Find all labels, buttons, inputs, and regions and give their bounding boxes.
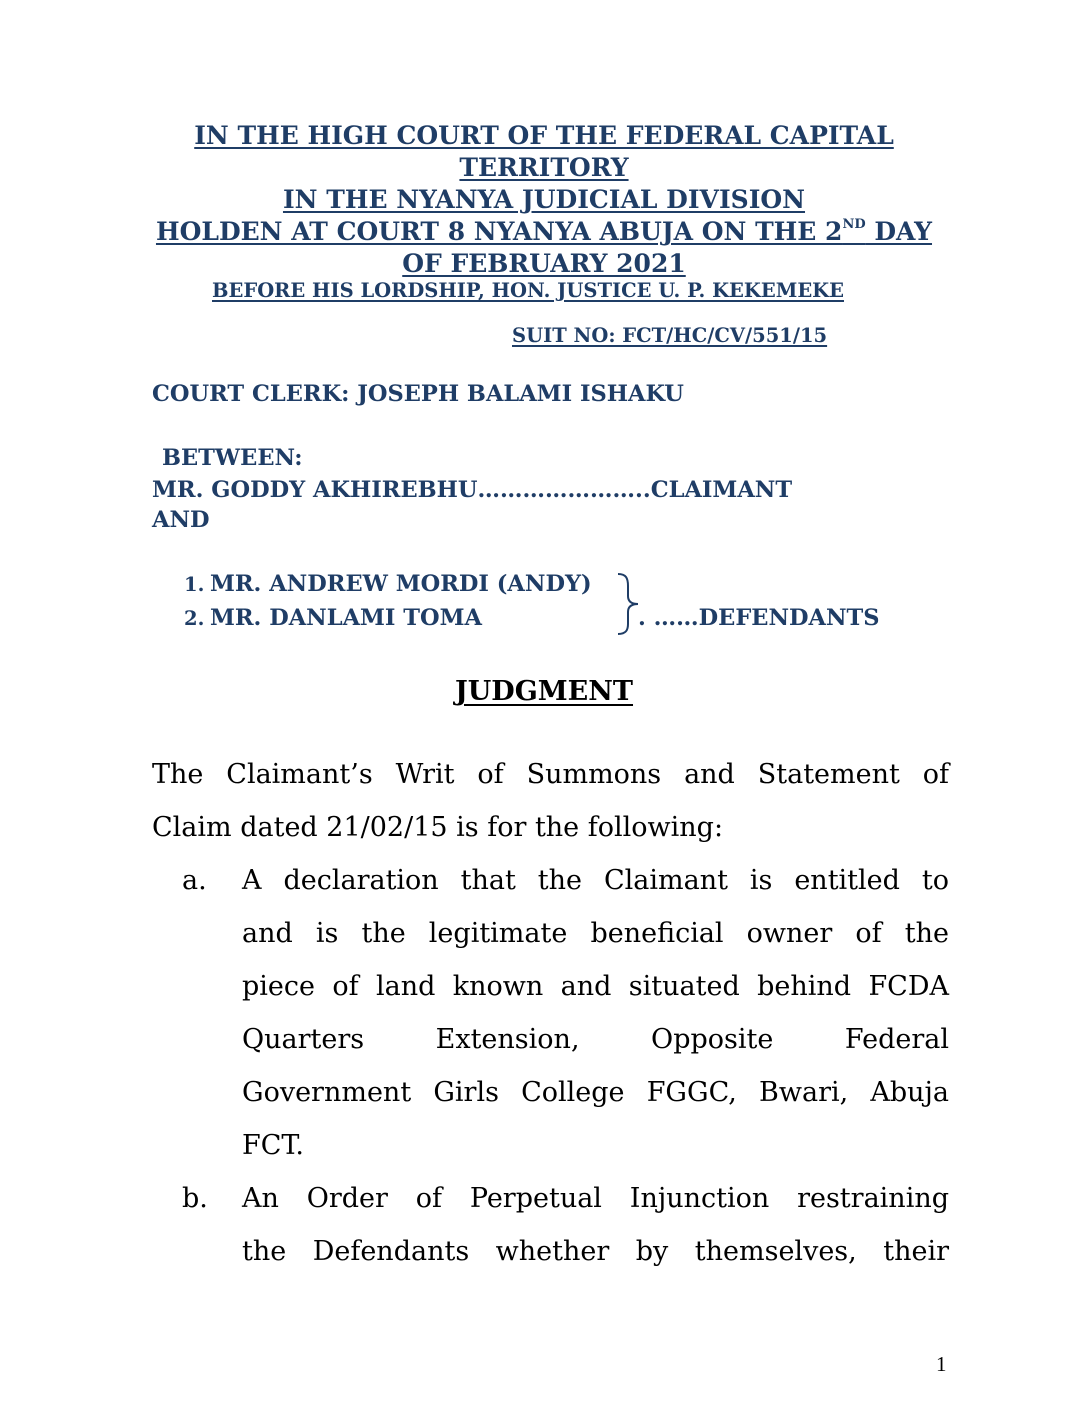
defendants-label: . ……DEFENDANTS [638, 605, 880, 631]
intro-line: The Claimant’s Writ of Summons and Statement of [152, 759, 949, 790]
suit-number: SUIT NO: FCT/HC/CV/551/15 [512, 324, 828, 347]
judicial-division: IN THE NYANYA JUDICIAL DIVISION [282, 185, 806, 214]
defendant-name: MR. DANLAMI TOMA [209, 605, 482, 631]
defendant-number: 1. [184, 573, 205, 596]
list-item-line: An Order of Perpetual Injunction restraining [242, 1183, 949, 1214]
intro-line: Claim dated 21/02/15 is for the following: [152, 812, 724, 843]
page-number: 1 [936, 1352, 947, 1376]
court-clerk: COURT CLERK: JOSEPH BALAMI ISHAKU [152, 381, 684, 407]
list-item-line: A declaration that the Claimant is entitled to [242, 865, 949, 896]
between-label: BETWEEN: [162, 445, 303, 471]
list-item-marker: b. [182, 1183, 208, 1214]
defendant-row [184, 571, 592, 597]
list-item-marker: a. [182, 865, 207, 896]
list-item-line: piece of land known and situated behind FCDA [242, 971, 949, 1002]
judgment-title: JUDGMENT [454, 676, 634, 707]
list-item-line: the Defendants whether by themselves, their [242, 1236, 949, 1267]
and-label: AND [152, 507, 210, 533]
holden-at-text: HOLDEN AT COURT 8 NYANYA ABUJA ON THE 2 [155, 217, 843, 246]
list-item-line: Quarters Extension, Opposite Federal [242, 1024, 949, 1055]
hearing-date: OF FEBRUARY 2021 [402, 249, 686, 278]
list-item-line: Government Girls College FGGC, Bwari, Abuja [242, 1077, 949, 1108]
court-name-line-2: TERRITORY [459, 153, 629, 182]
list-item-line: FCT. [242, 1130, 305, 1161]
defendant-number: 2. [184, 607, 205, 630]
list-item-line: and is the legitimate beneficial owner of the [242, 918, 949, 949]
holden-at-superscript: ND [842, 217, 866, 232]
holden-at-tail: DAY [865, 217, 933, 246]
claimant-line: MR. GODDY AKHIREBHU…………………..CLAIMANT [152, 477, 793, 503]
defendant-row [184, 605, 482, 631]
defendant-name: MR. ANDREW MORDI (ANDY) [209, 571, 592, 597]
presiding-judge: BEFORE HIS LORDSHIP, HON. JUSTICE U. P. KEKEMEKE [212, 279, 844, 302]
court-name-line-1: IN THE HIGH COURT OF THE FEDERAL CAPITAL [194, 121, 894, 150]
